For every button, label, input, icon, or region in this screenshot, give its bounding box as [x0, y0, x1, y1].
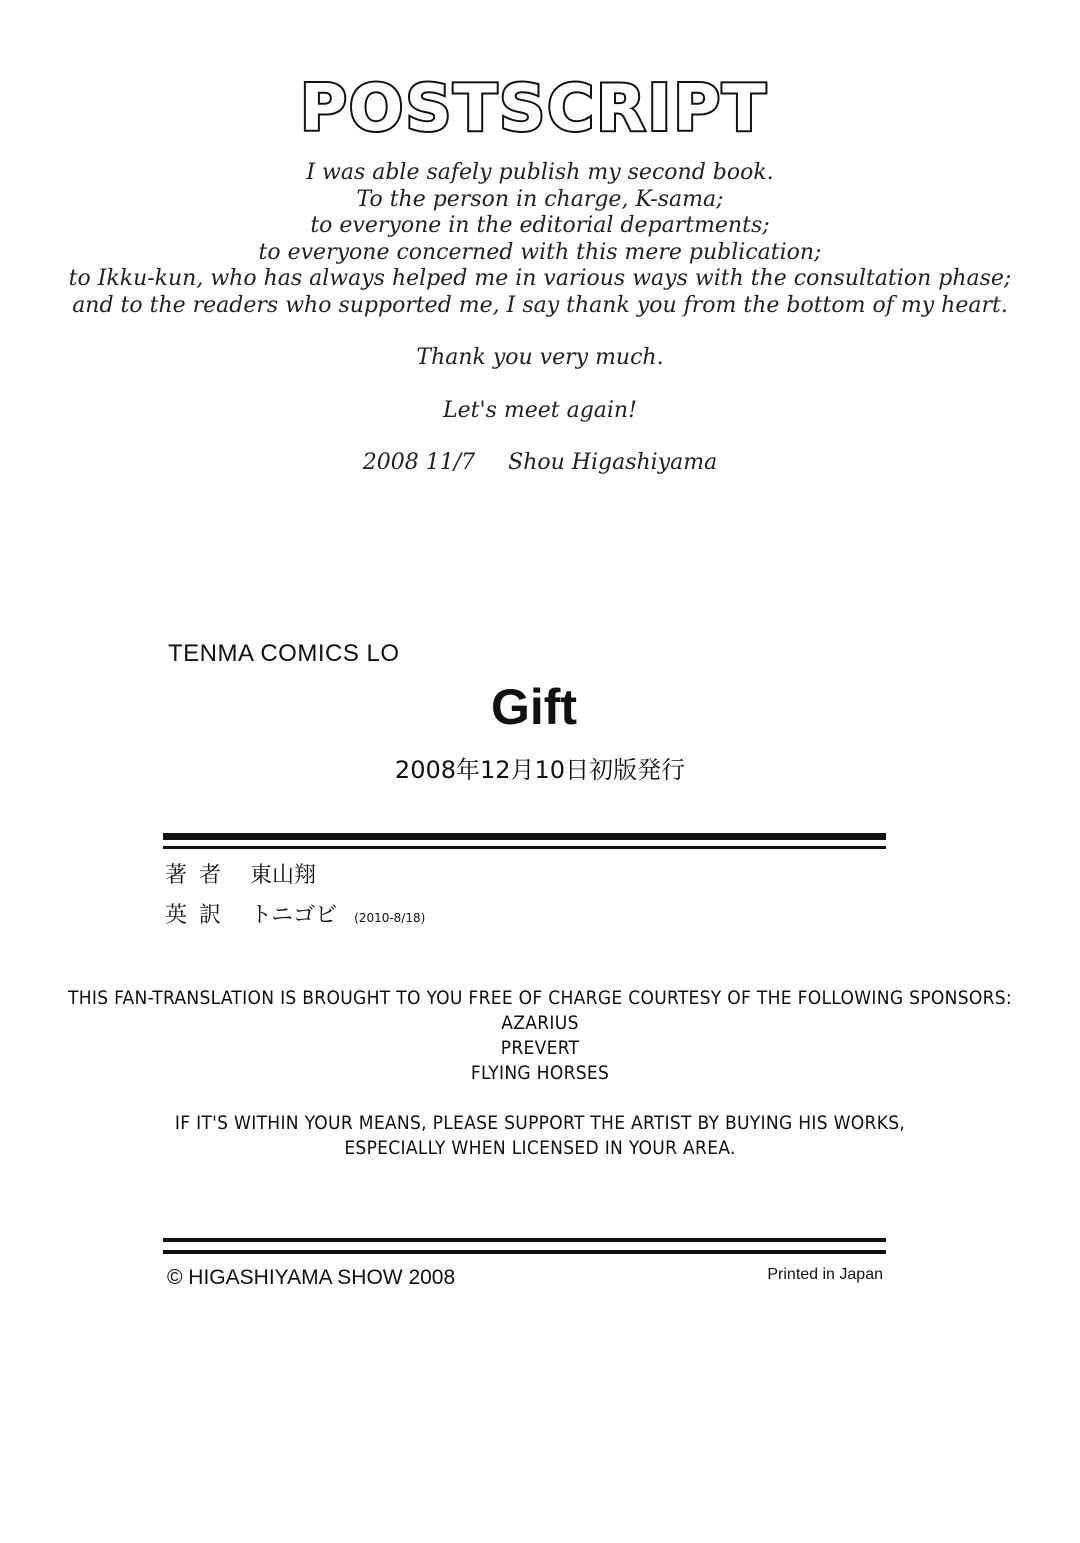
signature-name: Shou Higashiyama — [508, 450, 718, 475]
sponsor-item: AZARIUS — [501, 1012, 579, 1034]
author-name: 東山翔 — [250, 863, 317, 888]
book-title: Gift — [490, 679, 578, 735]
sponsor-intro: THIS FAN-TRANSLATION IS BROUGHT TO YOU FREE OF CHARGE COURTESY OF THE FOLLOWING SPONSORS: — [67, 987, 1012, 1009]
divider-thin — [163, 846, 886, 849]
message-line: I was able safely publish my second book. — [306, 160, 774, 185]
support-notice — [40, 1111, 1040, 1161]
copyright: © HIGASHIYAMA SHOW 2008 — [167, 1266, 456, 1289]
message-line: and to the readers who supported me, I say thank you from the bottom of my heart. — [72, 292, 1008, 318]
divider-bottom-1 — [163, 1238, 886, 1242]
sponsor-item: PREVERT — [500, 1037, 580, 1059]
series-name: TENMA COMICS LO — [168, 640, 400, 667]
divider-thick — [163, 833, 886, 840]
postscript-message — [60, 160, 1020, 319]
support-line: IF IT'S WITHIN YOUR MEANS, PLEASE SUPPORT THE ARTIST BY BUYING HIS WORKS, — [174, 1112, 906, 1134]
signature-date: 2008 11/7 — [362, 450, 476, 475]
message-line: To the person in charge, K-sama; — [356, 186, 724, 212]
message-line: to everyone concerned with this mere publication; — [258, 239, 822, 265]
translation-date: (2010-8/18) — [354, 911, 426, 925]
meet-again-text: Let's meet again! — [443, 398, 637, 423]
divider-bottom-2 — [163, 1250, 886, 1254]
translator-credit — [165, 898, 425, 929]
translator-name: トニゴビ — [250, 903, 338, 928]
sponsor-notice — [40, 986, 1040, 1086]
postscript-title: POSTSCRIPT — [300, 72, 768, 146]
author-credit — [165, 858, 316, 889]
thank-you-text: Thank you very much. — [416, 345, 664, 370]
printed-in: Printed in Japan — [767, 1266, 883, 1283]
message-line: to everyone in the editorial departments; — [310, 213, 770, 238]
publish-date: 2008年12月10日初版発行 — [394, 756, 686, 784]
signature — [60, 450, 1020, 475]
translator-label: 英訳 — [165, 903, 234, 928]
message-line: to Ikku-kun, who has always helped me in various ways with the consultation phase; — [68, 266, 1012, 291]
support-line: ESPECIALLY WHEN LICENSED IN YOUR AREA. — [344, 1137, 736, 1159]
author-label: 著者 — [165, 863, 234, 888]
sponsor-item: FLYING HORSES — [470, 1062, 610, 1084]
